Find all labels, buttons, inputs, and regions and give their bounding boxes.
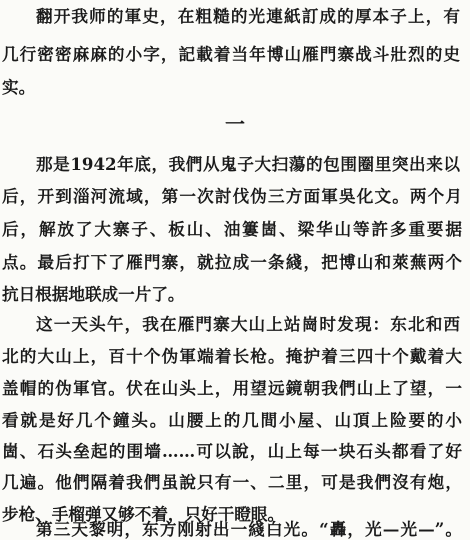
text-line: 第三天黎明，东方刚射出一綫白光。“轟，光—光—”。: [36, 519, 462, 539]
text-line: 几遍。他們隔着我們虽說只有一、二里，可是我們沒有炮，: [2, 472, 462, 492]
text-line: 盖帽的伪軍官。伏在山头上，用望远鏡朝我們山上了望，一: [2, 378, 462, 398]
text-line: 翻开我师的軍史，在粗糙的光連紙訂成的厚本子上，有: [36, 6, 460, 26]
text-line: 北的大山上，百十个伪軍端着长枪。掩护着三四十个戴着大: [2, 346, 462, 366]
text-line: 那是1942年底，我們从鬼子大扫蕩的包围圈里突出来以: [36, 154, 460, 174]
section-number: 一: [225, 112, 245, 136]
text-line: 看就是好几个鐘头。山腰上的几間小屋、山頂上险要的小: [2, 410, 462, 430]
text-line: 后，解放了大寨子、板山、油簍崮、梁华山等許多重要据: [2, 219, 462, 239]
text-line: 步枪、手榴弹又够不着，只好干瞪眼。: [2, 504, 285, 524]
text-line: 几行密密麻麻的小字，記載着当年博山雁門寨战斗壯烈的史: [2, 44, 460, 64]
text-line: 抗日根据地联成一片了。: [2, 284, 185, 304]
text-line: 实。: [2, 77, 36, 97]
text-line: 这一天头午，我在雁門寨大山上站崗时发現：东北和西: [36, 314, 460, 334]
text-line: 崮、石头垒起的围墙……可以說，山上每一块石头都看了好: [2, 441, 462, 461]
text-line: 后，开到淄河流域，第一次討伐伪三方面軍吳化文。两个月: [2, 186, 462, 206]
text-line: 点。最后打下了雁門寨，就拉成一条綫，把博山和萊蕪两个: [2, 252, 462, 272]
